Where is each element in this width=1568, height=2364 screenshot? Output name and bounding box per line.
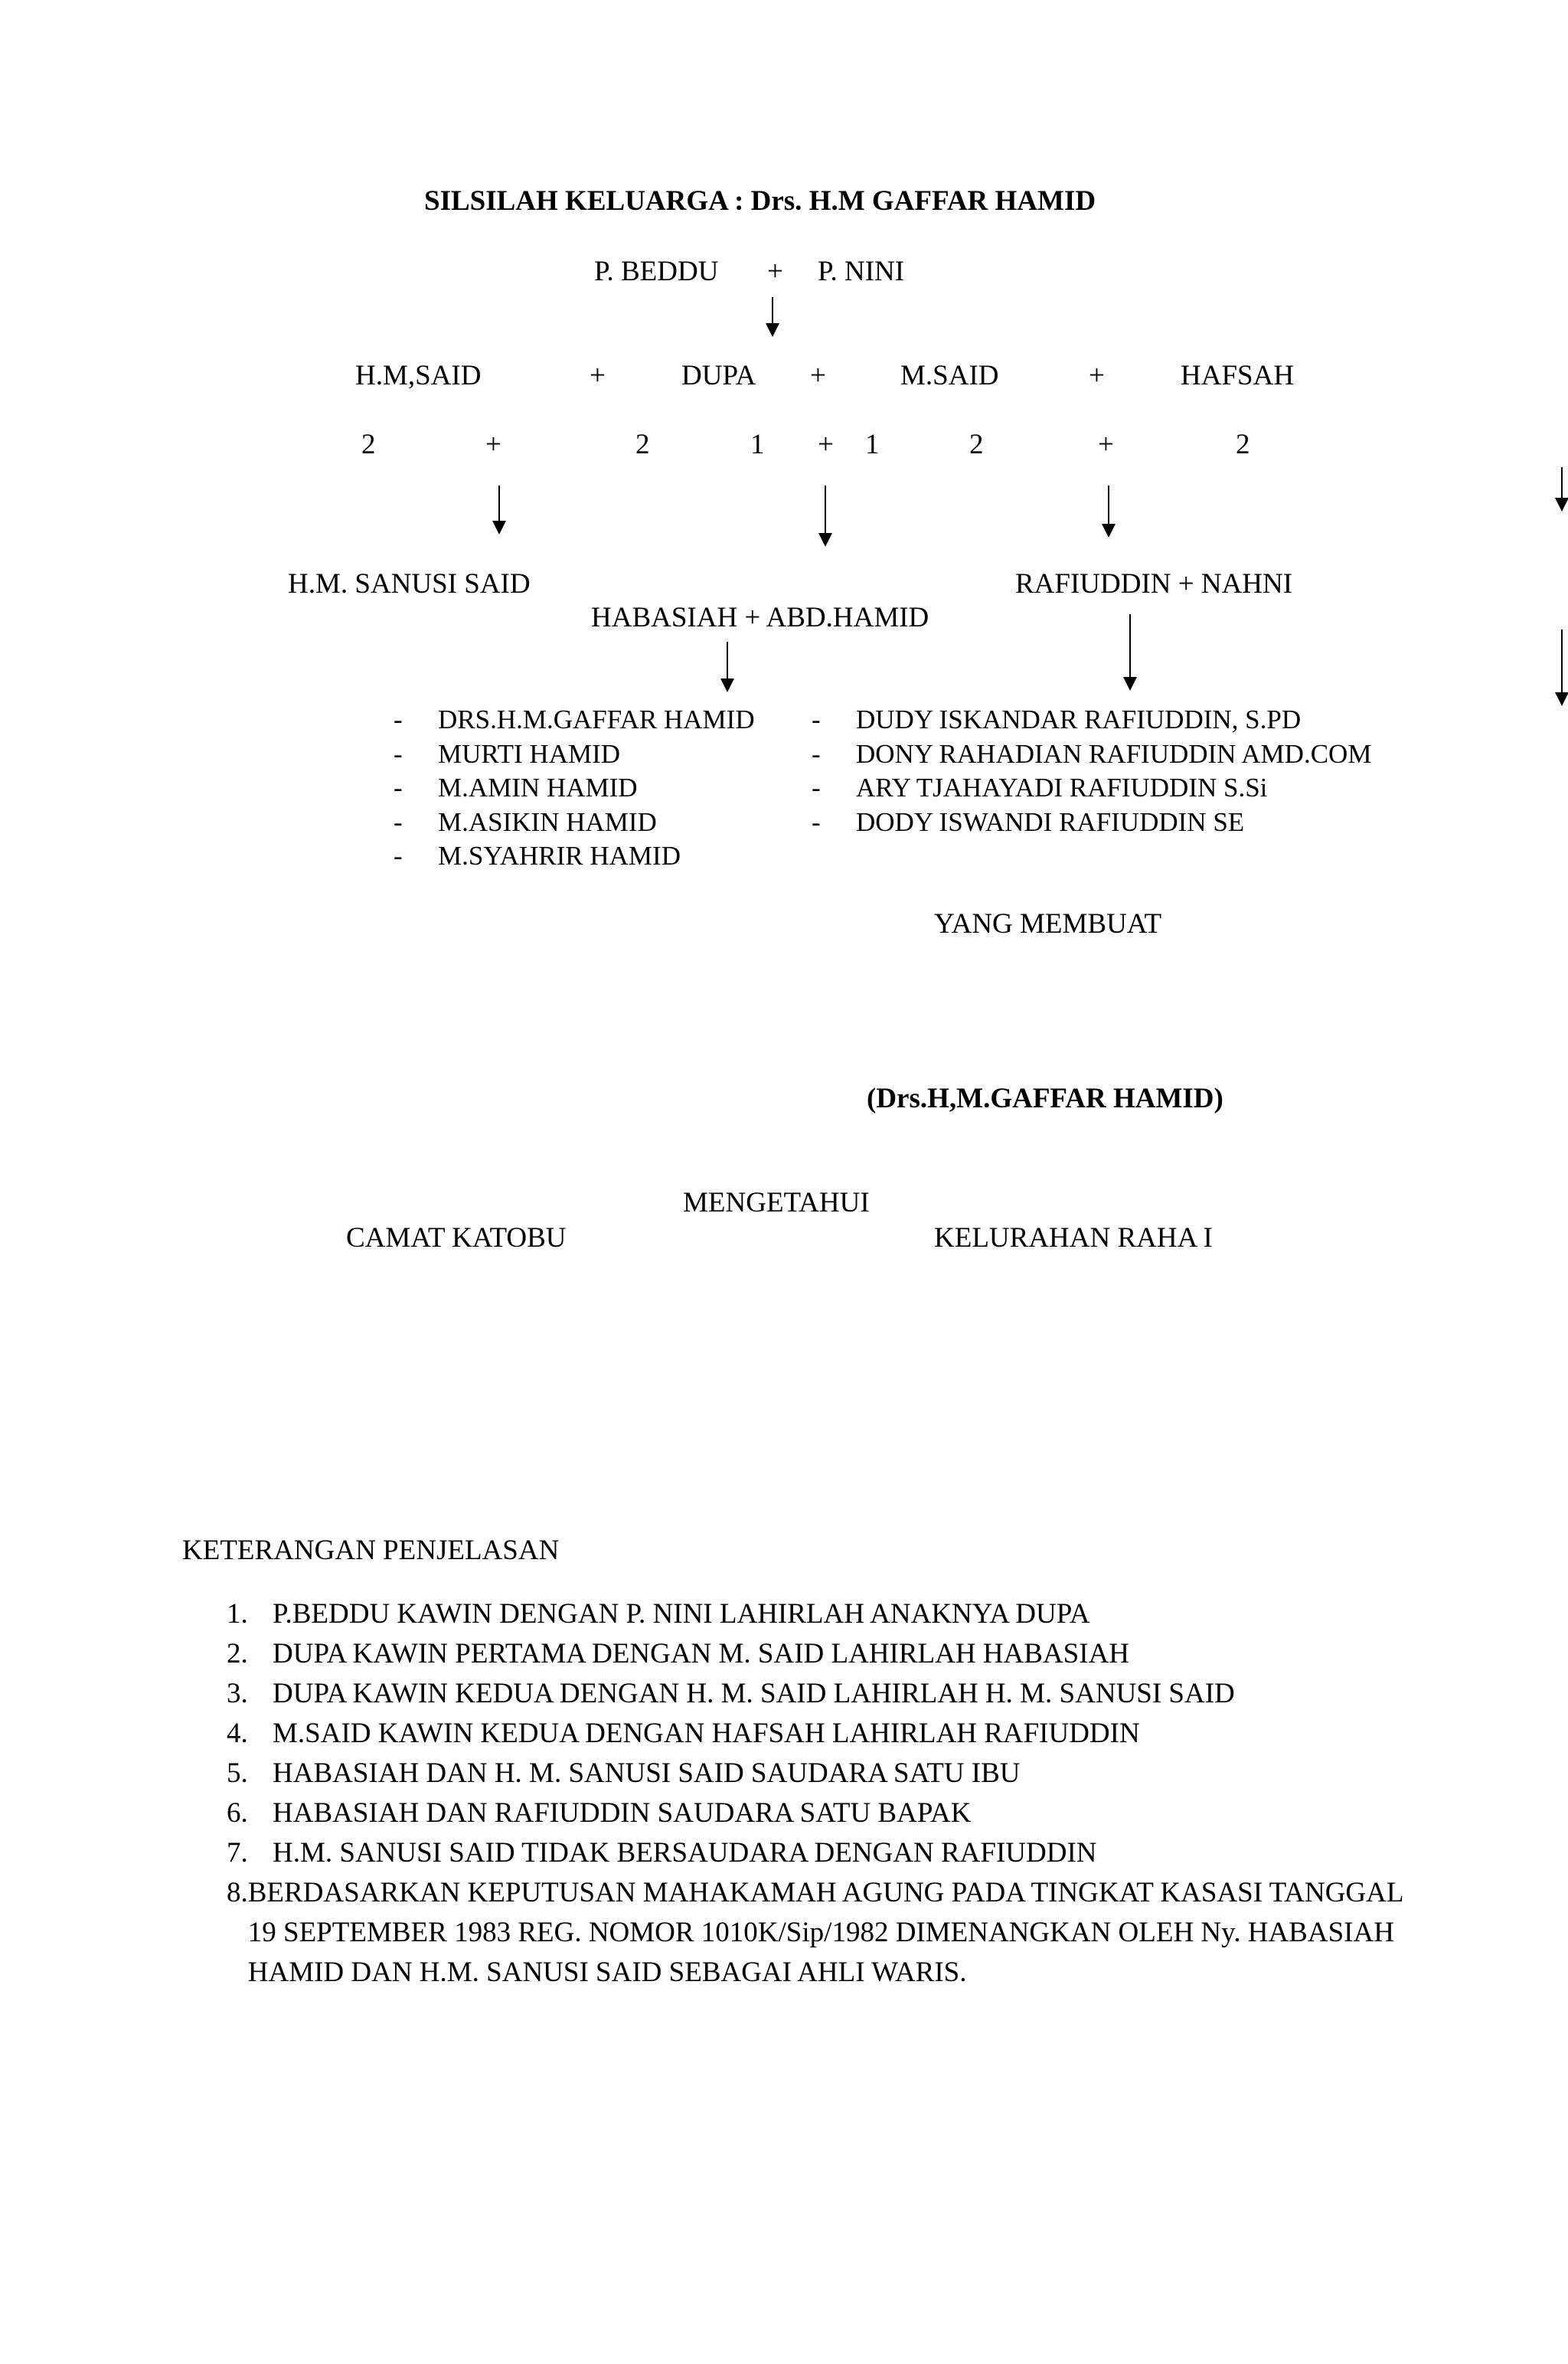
notes-heading: KETERANGAN PENJELASAN (182, 1535, 560, 1566)
name-dupa: DUPA (681, 360, 756, 391)
name-hafsah: HAFSAH (1181, 360, 1295, 391)
arrow-down-icon (1101, 486, 1116, 538)
list-item: - DUDY ISKANDAR RAFIUDDIN, S.PD (812, 705, 1302, 734)
approval-label: MENGETAHUI (683, 1187, 870, 1218)
notes-list (227, 1594, 1421, 1993)
list-item: 6. HABASIAH DAN RAFIUDDIN SAUDARA SATU BAPAK (227, 1797, 972, 1829)
arrow-down-icon (1554, 467, 1568, 512)
marriage-number: 2 (969, 429, 984, 460)
list-item: - M.ASIKIN HAMID (394, 806, 657, 837)
marriage-number: + (1098, 429, 1114, 460)
marriage-number: + (818, 429, 834, 460)
name-habasiah-abd-hamid: HABASIAH + ABD.HAMID (591, 602, 929, 633)
list-item: - DONY RAHADIAN RAFIUDDIN AMD.COM (812, 738, 1372, 769)
children-list-rafiuddin (812, 703, 1371, 839)
list-item: - MURTI HAMID (394, 738, 621, 769)
marriage-number: 2 (1236, 429, 1250, 460)
plus-sign: + (590, 360, 606, 391)
arrow-down-icon (1554, 629, 1568, 706)
marriage-number: + (485, 429, 501, 460)
arrow-down-icon (1122, 614, 1138, 691)
list-item: 8. BERDASARKAN KEPUTUSAN MAHAKAMAH AGUNG PADA TINGKAT KASASI TANGGAL 19 SEPTEMBER 1983 REG. NOMOR 1010K/Sip/1982 DIMENANGKAN OLEH Ny. HABASIAH HAMID DAN H.M. SANUSI SAID SEBAGAI AHLI WARIS. (227, 1877, 1403, 1988)
plus-sign: + (767, 256, 783, 287)
list-item: 2. DUPA KAWIN PERTAMA DENGAN M. SAID LAHIRLAH HABASIAH (227, 1638, 1130, 1669)
marriage-number: 2 (361, 429, 376, 460)
name-hm-said: H.M,SAID (355, 360, 482, 391)
list-item: - M.SYAHRIR HAMID (394, 841, 681, 871)
plus-sign: + (810, 360, 826, 391)
list-item: - M.AMIN HAMID (394, 773, 638, 803)
name-rafiuddin-nahni: RAFIUDDIN + NAHNI (1015, 568, 1293, 600)
arrow-down-icon (765, 297, 780, 337)
signature-name: (Drs.H,M.GAFFAR HAMID) (867, 1083, 1223, 1114)
arrow-down-icon (492, 486, 507, 535)
marriage-number: 1 (865, 429, 880, 460)
marriage-number: 1 (750, 429, 765, 460)
list-item: - DODY ISWANDI RAFIUDDIN SE (812, 806, 1245, 837)
signature-label: YANG MEMBUAT (934, 908, 1162, 940)
approval-camat: CAMAT KATOBU (346, 1222, 567, 1254)
list-item: 5. HABASIAH DAN H. M. SANUSI SAID SAUDARA SATU IBU (227, 1757, 1021, 1789)
list-item: 4. M.SAID KAWIN KEDUA DENGAN HAFSAH LAHIRLAH RAFIUDDIN (227, 1718, 1140, 1749)
page-title: SILSILAH KELUARGA : Drs. H.M GAFFAR HAMID (424, 185, 1096, 217)
name-hm-sanusi-said: H.M. SANUSI SAID (288, 568, 531, 600)
list-item: 7. H.M. SANUSI SAID TIDAK BERSAUDARA DENGAN RAFIUDDIN (227, 1837, 1097, 1869)
children-list-habasiah (394, 703, 755, 874)
arrow-down-icon (720, 642, 735, 692)
ancestor-p-nini: P. NINI (818, 256, 905, 287)
plus-sign: + (1089, 360, 1105, 391)
marriage-number: 2 (635, 429, 650, 460)
approval-kelurahan: KELURAHAN RAHA I (934, 1222, 1213, 1254)
list-item: 3. DUPA KAWIN KEDUA DENGAN H. M. SAID LAHIRLAH H. M. SANUSI SAID (227, 1678, 1235, 1709)
list-item: 1. P.BEDDU KAWIN DENGAN P. NINI LAHIRLAH ANAKNYA DUPA (227, 1598, 1090, 1630)
list-item: - DRS.H.M.GAFFAR HAMID (394, 705, 755, 734)
name-m-said: M.SAID (900, 360, 999, 391)
arrow-down-icon (818, 486, 833, 547)
list-item: - ARY TJAHAYADI RAFIUDDIN S.Si (812, 773, 1268, 803)
ancestor-p-beddu: P. BEDDU (594, 256, 719, 287)
